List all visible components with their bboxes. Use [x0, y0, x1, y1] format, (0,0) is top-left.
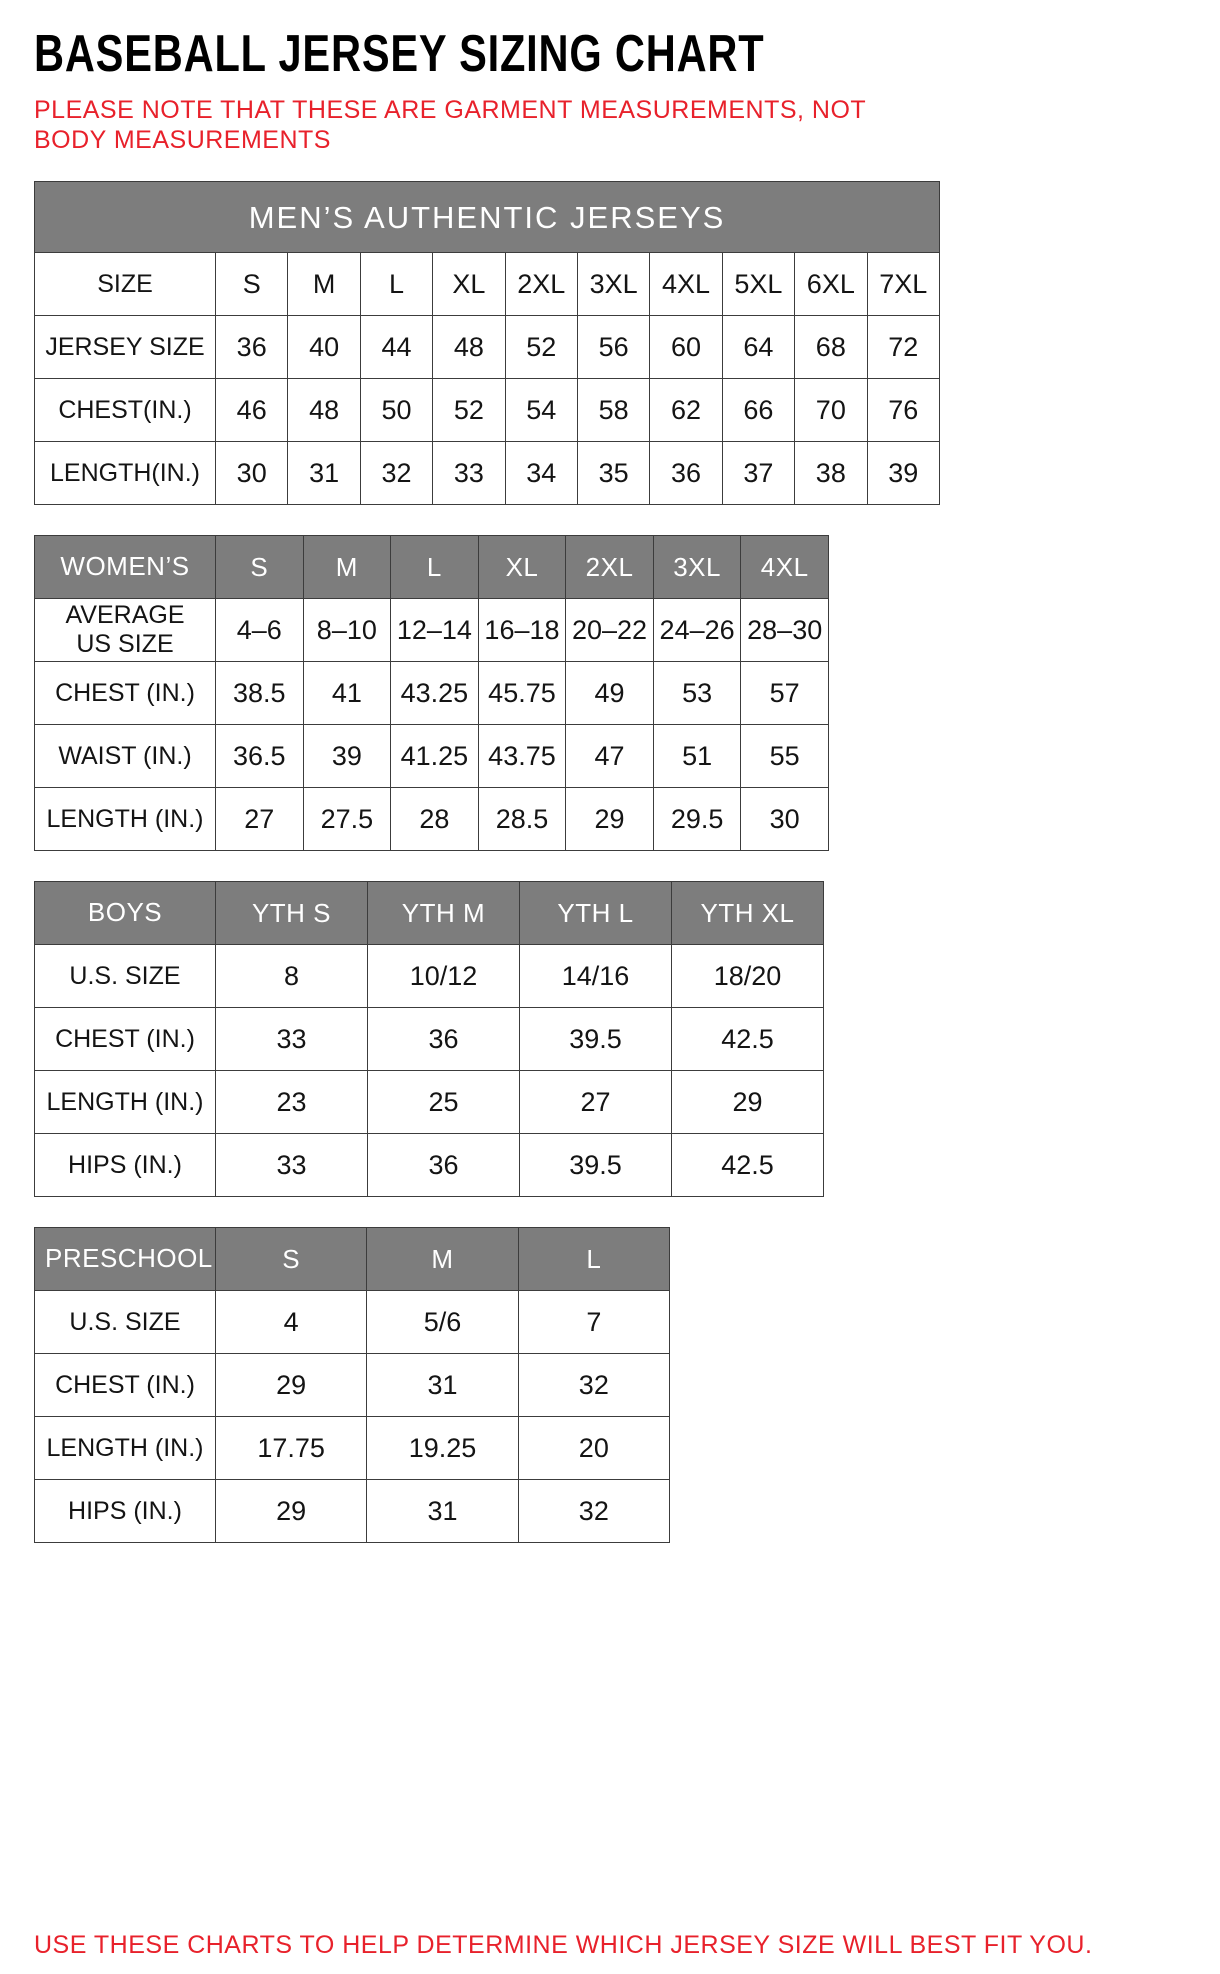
table-cell: M: [288, 253, 360, 316]
table-cell: L: [360, 253, 432, 316]
preschool-sizing-table: [34, 1227, 670, 1543]
table-cell: 62: [650, 379, 722, 442]
table-cell: 29: [566, 788, 654, 851]
table-cell: 12–14: [391, 599, 479, 662]
table-cell: 30: [216, 442, 288, 505]
column-header-cell: YTH XL: [672, 882, 824, 945]
table-cell: 14/16: [520, 945, 672, 1008]
table-cell: 41: [303, 662, 391, 725]
column-header-cell: M: [367, 1228, 518, 1291]
table-cell: 32: [518, 1480, 669, 1543]
table-row: [35, 1291, 670, 1354]
table-cell: 36.5: [216, 725, 304, 788]
table-cell: 50: [360, 379, 432, 442]
table-row: [35, 599, 829, 662]
table-cell: 23: [216, 1071, 368, 1134]
column-header-cell: XL: [478, 536, 566, 599]
row-label: SIZE: [35, 253, 216, 316]
table-cell: 53: [653, 662, 741, 725]
table-cell: 33: [216, 1134, 368, 1197]
womens-sizing-table: [34, 535, 829, 851]
row-label: HIPS (IN.): [35, 1480, 216, 1543]
table-row: [35, 1134, 824, 1197]
table-cell: 47: [566, 725, 654, 788]
table-cell: 43.75: [478, 725, 566, 788]
table-cell: 49: [566, 662, 654, 725]
table-row: [35, 442, 940, 505]
table-cell: 28–30: [741, 599, 829, 662]
table-cell: 45.75: [478, 662, 566, 725]
table-cell: 48: [433, 316, 505, 379]
table-cell: 36: [216, 316, 288, 379]
table-cell: 28: [391, 788, 479, 851]
table-cell: 46: [216, 379, 288, 442]
table-cell: 42.5: [672, 1134, 824, 1197]
table-cell: 24–26: [653, 599, 741, 662]
row-label: CHEST(IN.): [35, 379, 216, 442]
table-cell: 6XL: [795, 253, 867, 316]
column-header-cell: L: [391, 536, 479, 599]
table-cell: 34: [505, 442, 577, 505]
table-cell: 42.5: [672, 1008, 824, 1071]
table-cell: 8–10: [303, 599, 391, 662]
table-cell: 29.5: [653, 788, 741, 851]
table-cell: 70: [795, 379, 867, 442]
page-title: BASEBALL JERSEY SIZING CHART: [34, 25, 765, 83]
table-cell: 35: [577, 442, 649, 505]
table-cell: 39.5: [520, 1134, 672, 1197]
row-label: U.S. SIZE: [35, 945, 216, 1008]
table-row: [35, 316, 940, 379]
column-header-cell: M: [303, 536, 391, 599]
column-header-cell: L: [518, 1228, 669, 1291]
table-cell: 33: [216, 1008, 368, 1071]
table-cell: 38: [795, 442, 867, 505]
table-row: [35, 1354, 670, 1417]
column-header-cell: 3XL: [653, 536, 741, 599]
table-row: [35, 945, 824, 1008]
table-cell: 20–22: [566, 599, 654, 662]
table-cell: 4–6: [216, 599, 304, 662]
table-cell: 5/6: [367, 1291, 518, 1354]
table-cell: 40: [288, 316, 360, 379]
row-label: JERSEY SIZE: [35, 316, 216, 379]
table-title-cell: WOMEN’S: [35, 536, 216, 599]
column-header-cell: YTH M: [368, 882, 520, 945]
column-header-cell: S: [216, 1228, 367, 1291]
table-cell: 68: [795, 316, 867, 379]
table-cell: 36: [368, 1008, 520, 1071]
table-cell: 43.25: [391, 662, 479, 725]
column-header-cell: 2XL: [566, 536, 654, 599]
table-cell: 29: [216, 1354, 367, 1417]
row-label: CHEST (IN.): [35, 662, 216, 725]
table-cell: 31: [367, 1480, 518, 1543]
row-label: LENGTH (IN.): [35, 1071, 216, 1134]
table-cell: 10/12: [368, 945, 520, 1008]
table-cell: 64: [722, 316, 794, 379]
table-row: [35, 1417, 670, 1480]
table-cell: 25: [368, 1071, 520, 1134]
table-cell: 36: [368, 1134, 520, 1197]
table-cell: 57: [741, 662, 829, 725]
table-cell: 66: [722, 379, 794, 442]
table-cell: 36: [650, 442, 722, 505]
table-cell: 39: [867, 442, 939, 505]
table-cell: 76: [867, 379, 939, 442]
table-title-cell: BOYS: [35, 882, 216, 945]
table-cell: 4XL: [650, 253, 722, 316]
row-label: WAIST (IN.): [35, 725, 216, 788]
table-cell: 31: [367, 1354, 518, 1417]
table-row: [35, 1008, 824, 1071]
table-cell: 4: [216, 1291, 367, 1354]
table-cell: 52: [433, 379, 505, 442]
table-row: [35, 1071, 824, 1134]
table-cell: 8: [216, 945, 368, 1008]
row-label: LENGTH (IN.): [35, 1417, 216, 1480]
table-row: [35, 379, 940, 442]
table-header-row: [35, 536, 829, 599]
table-row: [35, 253, 940, 316]
table-cell: 3XL: [577, 253, 649, 316]
table-cell: 38.5: [216, 662, 304, 725]
table-cell: 29: [216, 1480, 367, 1543]
column-header-cell: YTH L: [520, 882, 672, 945]
table-cell: 27: [520, 1071, 672, 1134]
table-row: [35, 788, 829, 851]
column-header-cell: S: [216, 536, 304, 599]
table-cell: 20: [518, 1417, 669, 1480]
mens-sizing-table: [34, 252, 940, 505]
table-cell: 19.25: [367, 1417, 518, 1480]
table-cell: 54: [505, 379, 577, 442]
table-cell: 48: [288, 379, 360, 442]
fit-advice-footer: USE THESE CHARTS TO HELP DETERMINE WHICH JERSEY SIZE WILL BEST FIT YOU.: [34, 1931, 1093, 1959]
row-label: AVERAGE US SIZE: [35, 599, 216, 662]
table-row: [35, 1480, 670, 1543]
table-cell: 39.5: [520, 1008, 672, 1071]
garment-measurements-note: PLEASE NOTE THAT THESE ARE GARMENT MEASUREMENTS, NOT BODY MEASUREMENTS: [34, 96, 866, 154]
table-header-row: [35, 1228, 670, 1291]
table-cell: 37: [722, 442, 794, 505]
table-cell: XL: [433, 253, 505, 316]
table-cell: 27: [216, 788, 304, 851]
table-cell: 56: [577, 316, 649, 379]
table-cell: 31: [288, 442, 360, 505]
table-cell: 39: [303, 725, 391, 788]
table-cell: 17.75: [216, 1417, 367, 1480]
row-label: CHEST (IN.): [35, 1008, 216, 1071]
table-cell: 27.5: [303, 788, 391, 851]
column-header-cell: YTH S: [216, 882, 368, 945]
table-cell: 58: [577, 379, 649, 442]
row-label: U.S. SIZE: [35, 1291, 216, 1354]
table-header-row: [35, 882, 824, 945]
table-cell: 16–18: [478, 599, 566, 662]
table-cell: S: [216, 253, 288, 316]
table-cell: 55: [741, 725, 829, 788]
table-cell: 51: [653, 725, 741, 788]
table-title-cell: PRESCHOOL: [35, 1228, 216, 1291]
table-cell: 41.25: [391, 725, 479, 788]
table-cell: 28.5: [478, 788, 566, 851]
column-header-cell: 4XL: [741, 536, 829, 599]
table-cell: 2XL: [505, 253, 577, 316]
row-label: CHEST (IN.): [35, 1354, 216, 1417]
table-cell: 7XL: [867, 253, 939, 316]
mens-table-banner: MEN’S AUTHENTIC JERSEYS: [34, 181, 940, 253]
table-cell: 44: [360, 316, 432, 379]
table-row: [35, 662, 829, 725]
table-cell: 30: [741, 788, 829, 851]
table-cell: 29: [672, 1071, 824, 1134]
boys-sizing-table: [34, 881, 824, 1197]
table-cell: 52: [505, 316, 577, 379]
table-cell: 32: [360, 442, 432, 505]
table-cell: 18/20: [672, 945, 824, 1008]
table-row: [35, 725, 829, 788]
row-label: HIPS (IN.): [35, 1134, 216, 1197]
table-cell: 5XL: [722, 253, 794, 316]
table-cell: 33: [433, 442, 505, 505]
table-cell: 7: [518, 1291, 669, 1354]
table-cell: 72: [867, 316, 939, 379]
row-label: LENGTH(IN.): [35, 442, 216, 505]
table-cell: 60: [650, 316, 722, 379]
row-label: LENGTH (IN.): [35, 788, 216, 851]
table-cell: 32: [518, 1354, 669, 1417]
